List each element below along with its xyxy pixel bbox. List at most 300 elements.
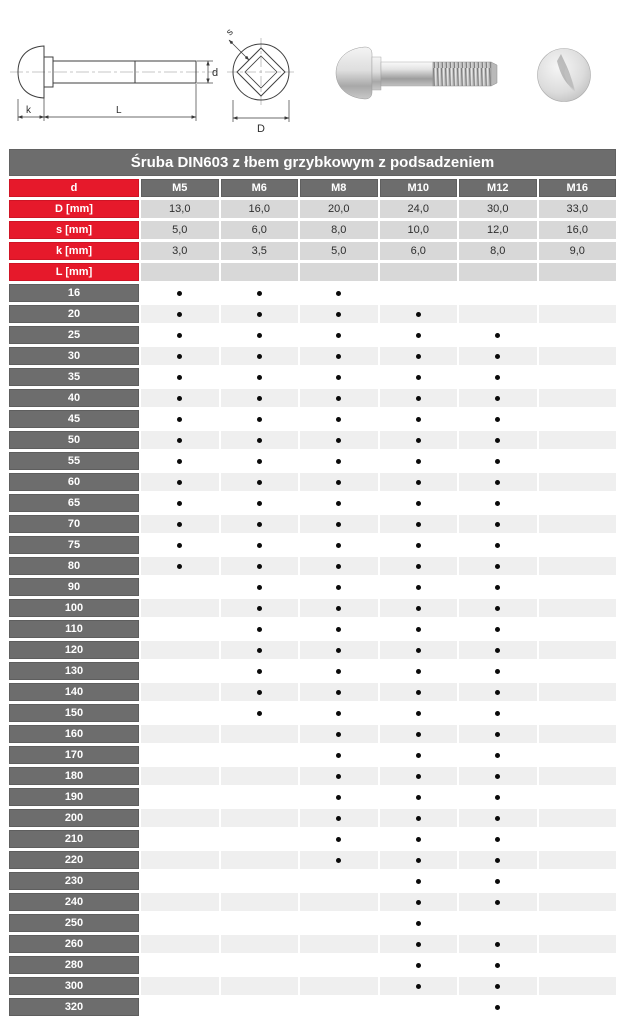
availability-cell bbox=[221, 599, 299, 617]
length-row-label: 60 bbox=[9, 473, 139, 491]
availability-dot bbox=[495, 732, 500, 737]
length-row-label: 180 bbox=[9, 767, 139, 785]
availability-cell bbox=[380, 788, 458, 806]
length-row-label: 160 bbox=[9, 725, 139, 743]
availability-cell bbox=[459, 683, 537, 701]
availability-dot bbox=[416, 921, 421, 926]
spec-table bbox=[7, 146, 618, 1019]
spec-value-cell: 16,0 bbox=[221, 200, 299, 218]
availability-cell bbox=[141, 830, 219, 848]
availability-cell bbox=[300, 851, 378, 869]
availability-cell bbox=[300, 809, 378, 827]
length-row bbox=[9, 536, 616, 554]
availability-cell bbox=[141, 368, 219, 386]
availability-dot bbox=[416, 732, 421, 737]
availability-cell bbox=[539, 641, 617, 659]
availability-cell bbox=[459, 578, 537, 596]
availability-cell bbox=[221, 935, 299, 953]
length-row bbox=[9, 431, 616, 449]
length-row-label: 110 bbox=[9, 620, 139, 638]
availability-dot bbox=[495, 396, 500, 401]
availability-cell bbox=[300, 410, 378, 428]
availability-dot bbox=[416, 963, 421, 968]
availability-dot bbox=[257, 522, 262, 527]
availability-dot bbox=[495, 564, 500, 569]
availability-dot bbox=[257, 669, 262, 674]
availability-cell bbox=[300, 662, 378, 680]
availability-cell bbox=[539, 809, 617, 827]
availability-dot bbox=[495, 501, 500, 506]
availability-dot bbox=[336, 522, 341, 527]
spec-value-cell: 9,0 bbox=[539, 242, 617, 260]
length-row-label: 75 bbox=[9, 536, 139, 554]
availability-dot bbox=[416, 879, 421, 884]
availability-cell bbox=[380, 326, 458, 344]
availability-dot bbox=[257, 291, 262, 296]
availability-cell bbox=[380, 599, 458, 617]
length-row-label: 220 bbox=[9, 851, 139, 869]
availability-dot bbox=[257, 690, 262, 695]
spec-value-cell: 24,0 bbox=[380, 200, 458, 218]
spec-value-cell bbox=[459, 263, 537, 281]
length-row bbox=[9, 578, 616, 596]
availability-dot bbox=[336, 837, 341, 842]
availability-dot bbox=[416, 606, 421, 611]
availability-dot bbox=[416, 543, 421, 548]
availability-cell bbox=[141, 872, 219, 890]
availability-dot bbox=[336, 774, 341, 779]
availability-dot bbox=[336, 480, 341, 485]
length-row bbox=[9, 725, 616, 743]
availability-dot bbox=[257, 438, 262, 443]
length-row-label: 210 bbox=[9, 830, 139, 848]
length-row-label: 240 bbox=[9, 893, 139, 911]
availability-cell bbox=[141, 515, 219, 533]
length-row bbox=[9, 746, 616, 764]
availability-cell bbox=[221, 620, 299, 638]
availability-dot bbox=[177, 354, 182, 359]
availability-dot bbox=[177, 501, 182, 506]
label-d: d bbox=[212, 67, 219, 79]
availability-dot bbox=[257, 312, 262, 317]
length-row bbox=[9, 998, 616, 1016]
spec-value-cell: 6,0 bbox=[221, 221, 299, 239]
spec-value-cell bbox=[300, 263, 378, 281]
availability-cell bbox=[539, 347, 617, 365]
length-row-label: 100 bbox=[9, 599, 139, 617]
availability-cell bbox=[459, 536, 537, 554]
availability-cell bbox=[221, 284, 299, 302]
availability-dot bbox=[336, 690, 341, 695]
availability-cell bbox=[141, 326, 219, 344]
availability-dot bbox=[495, 354, 500, 359]
availability-cell bbox=[141, 557, 219, 575]
availability-dot bbox=[177, 291, 182, 296]
availability-cell bbox=[141, 536, 219, 554]
availability-cell bbox=[380, 620, 458, 638]
availability-cell bbox=[221, 788, 299, 806]
length-row bbox=[9, 914, 616, 932]
availability-cell bbox=[141, 767, 219, 785]
availability-cell bbox=[380, 494, 458, 512]
availability-cell bbox=[221, 326, 299, 344]
availability-dot bbox=[495, 942, 500, 947]
availability-cell bbox=[221, 998, 299, 1016]
availability-cell bbox=[539, 620, 617, 638]
availability-cell bbox=[459, 830, 537, 848]
availability-cell bbox=[141, 956, 219, 974]
availability-cell bbox=[459, 599, 537, 617]
availability-cell bbox=[539, 578, 617, 596]
availability-cell bbox=[459, 998, 537, 1016]
diameter-header: d bbox=[9, 179, 139, 197]
length-row-label: 35 bbox=[9, 368, 139, 386]
availability-cell bbox=[221, 347, 299, 365]
availability-dot bbox=[416, 627, 421, 632]
availability-dot bbox=[257, 543, 262, 548]
availability-dot bbox=[495, 522, 500, 527]
availability-cell bbox=[221, 473, 299, 491]
availability-dot bbox=[336, 627, 341, 632]
availability-cell bbox=[380, 305, 458, 323]
availability-cell bbox=[141, 746, 219, 764]
length-row bbox=[9, 494, 616, 512]
length-row-label: 170 bbox=[9, 746, 139, 764]
availability-cell bbox=[380, 410, 458, 428]
availability-cell bbox=[459, 977, 537, 995]
availability-cell bbox=[459, 788, 537, 806]
availability-cell bbox=[459, 305, 537, 323]
availability-cell bbox=[221, 851, 299, 869]
availability-dot bbox=[177, 564, 182, 569]
column-header-row bbox=[9, 179, 616, 197]
availability-dot bbox=[416, 648, 421, 653]
availability-dot bbox=[336, 459, 341, 464]
length-row bbox=[9, 452, 616, 470]
availability-cell bbox=[380, 683, 458, 701]
availability-cell bbox=[380, 956, 458, 974]
length-row bbox=[9, 935, 616, 953]
availability-dot bbox=[495, 900, 500, 905]
length-row-label: 140 bbox=[9, 683, 139, 701]
availability-cell bbox=[459, 326, 537, 344]
availability-dot bbox=[495, 753, 500, 758]
column-header: M8 bbox=[300, 179, 378, 197]
length-row bbox=[9, 956, 616, 974]
availability-dot bbox=[336, 816, 341, 821]
availability-cell bbox=[539, 473, 617, 491]
availability-cell bbox=[141, 851, 219, 869]
availability-dot bbox=[416, 816, 421, 821]
availability-cell bbox=[459, 620, 537, 638]
spec-value-cell: 12,0 bbox=[459, 221, 537, 239]
length-row-label: 130 bbox=[9, 662, 139, 680]
availability-cell bbox=[380, 809, 458, 827]
spec-row-label: s [mm] bbox=[9, 221, 139, 239]
length-row-label: 40 bbox=[9, 389, 139, 407]
availability-cell bbox=[141, 977, 219, 995]
availability-cell bbox=[539, 746, 617, 764]
availability-dot bbox=[495, 837, 500, 842]
availability-dot bbox=[495, 585, 500, 590]
availability-dot bbox=[495, 648, 500, 653]
availability-dot bbox=[495, 795, 500, 800]
spec-row bbox=[9, 263, 616, 281]
product-illustrations bbox=[0, 0, 625, 146]
availability-cell bbox=[459, 704, 537, 722]
availability-dot bbox=[336, 753, 341, 758]
availability-dot bbox=[336, 375, 341, 380]
availability-cell bbox=[221, 725, 299, 743]
spec-value-cell: 5,0 bbox=[300, 242, 378, 260]
availability-cell bbox=[300, 956, 378, 974]
length-row bbox=[9, 515, 616, 533]
availability-cell bbox=[380, 704, 458, 722]
availability-cell bbox=[141, 704, 219, 722]
availability-dot bbox=[495, 669, 500, 674]
availability-cell bbox=[380, 977, 458, 995]
length-row bbox=[9, 326, 616, 344]
availability-dot bbox=[257, 480, 262, 485]
length-row bbox=[9, 872, 616, 890]
availability-cell bbox=[141, 431, 219, 449]
availability-cell bbox=[539, 704, 617, 722]
availability-cell bbox=[459, 767, 537, 785]
length-row-label: 25 bbox=[9, 326, 139, 344]
column-header: M10 bbox=[380, 179, 458, 197]
availability-dot bbox=[336, 291, 341, 296]
availability-dot bbox=[416, 753, 421, 758]
availability-cell bbox=[539, 368, 617, 386]
availability-cell bbox=[300, 725, 378, 743]
availability-cell bbox=[300, 347, 378, 365]
spec-row bbox=[9, 221, 616, 239]
availability-cell bbox=[300, 578, 378, 596]
availability-cell bbox=[141, 914, 219, 932]
availability-cell bbox=[141, 305, 219, 323]
availability-dot bbox=[495, 774, 500, 779]
length-row bbox=[9, 620, 616, 638]
availability-dot bbox=[416, 501, 421, 506]
availability-cell bbox=[221, 977, 299, 995]
availability-dot bbox=[416, 711, 421, 716]
technical-drawing bbox=[0, 0, 322, 142]
availability-cell bbox=[459, 641, 537, 659]
availability-cell bbox=[380, 893, 458, 911]
availability-cell bbox=[221, 410, 299, 428]
availability-dot bbox=[416, 795, 421, 800]
availability-cell bbox=[300, 872, 378, 890]
availability-dot bbox=[495, 417, 500, 422]
availability-cell bbox=[221, 914, 299, 932]
spec-value-cell bbox=[539, 263, 617, 281]
availability-dot bbox=[257, 333, 262, 338]
availability-dot bbox=[336, 795, 341, 800]
availability-dot bbox=[416, 669, 421, 674]
availability-cell bbox=[539, 830, 617, 848]
length-row bbox=[9, 557, 616, 575]
availability-dot bbox=[336, 711, 341, 716]
availability-cell bbox=[459, 284, 537, 302]
availability-cell bbox=[141, 893, 219, 911]
availability-dot bbox=[495, 963, 500, 968]
availability-cell bbox=[380, 851, 458, 869]
availability-cell bbox=[300, 599, 378, 617]
availability-dot bbox=[495, 480, 500, 485]
availability-cell bbox=[380, 347, 458, 365]
length-row-label: 150 bbox=[9, 704, 139, 722]
availability-cell bbox=[459, 557, 537, 575]
availability-cell bbox=[221, 536, 299, 554]
availability-cell bbox=[300, 641, 378, 659]
availability-dot bbox=[177, 375, 182, 380]
availability-dot bbox=[416, 480, 421, 485]
length-row-label: 55 bbox=[9, 452, 139, 470]
availability-cell bbox=[459, 851, 537, 869]
length-row-label: 70 bbox=[9, 515, 139, 533]
availability-cell bbox=[221, 578, 299, 596]
dimension-s bbox=[229, 40, 249, 60]
availability-dot bbox=[336, 585, 341, 590]
availability-dot bbox=[416, 984, 421, 989]
availability-dot bbox=[416, 585, 421, 590]
length-row-label: 190 bbox=[9, 788, 139, 806]
availability-dot bbox=[177, 333, 182, 338]
availability-cell bbox=[539, 767, 617, 785]
availability-cell bbox=[141, 725, 219, 743]
availability-dot bbox=[177, 459, 182, 464]
availability-cell bbox=[300, 389, 378, 407]
availability-cell bbox=[141, 452, 219, 470]
availability-dot bbox=[495, 438, 500, 443]
length-row-label: 65 bbox=[9, 494, 139, 512]
availability-dot bbox=[495, 606, 500, 611]
availability-cell bbox=[300, 683, 378, 701]
label-s: s bbox=[224, 26, 236, 39]
availability-dot bbox=[177, 438, 182, 443]
availability-cell bbox=[300, 620, 378, 638]
length-row bbox=[9, 347, 616, 365]
availability-cell bbox=[141, 788, 219, 806]
availability-cell bbox=[221, 431, 299, 449]
availability-dot bbox=[416, 312, 421, 317]
availability-cell bbox=[380, 830, 458, 848]
availability-cell bbox=[539, 557, 617, 575]
availability-cell bbox=[141, 494, 219, 512]
availability-cell bbox=[221, 767, 299, 785]
availability-cell bbox=[539, 956, 617, 974]
availability-cell bbox=[459, 893, 537, 911]
availability-cell bbox=[459, 368, 537, 386]
availability-cell bbox=[380, 725, 458, 743]
availability-cell bbox=[380, 536, 458, 554]
availability-cell bbox=[300, 914, 378, 932]
availability-dot bbox=[416, 438, 421, 443]
availability-cell bbox=[539, 851, 617, 869]
availability-dot bbox=[416, 417, 421, 422]
availability-dot bbox=[336, 543, 341, 548]
availability-cell bbox=[459, 347, 537, 365]
length-row-label: 50 bbox=[9, 431, 139, 449]
length-row-label: 16 bbox=[9, 284, 139, 302]
availability-cell bbox=[300, 431, 378, 449]
availability-cell bbox=[300, 830, 378, 848]
availability-cell bbox=[459, 956, 537, 974]
availability-cell bbox=[380, 998, 458, 1016]
availability-cell bbox=[539, 494, 617, 512]
availability-cell bbox=[380, 368, 458, 386]
availability-dot bbox=[336, 564, 341, 569]
availability-cell bbox=[459, 935, 537, 953]
availability-cell bbox=[300, 788, 378, 806]
length-row bbox=[9, 368, 616, 386]
availability-cell bbox=[221, 872, 299, 890]
availability-cell bbox=[459, 389, 537, 407]
availability-cell bbox=[380, 662, 458, 680]
availability-cell bbox=[300, 536, 378, 554]
length-row bbox=[9, 767, 616, 785]
column-header: M16 bbox=[539, 179, 617, 197]
availability-dot bbox=[495, 711, 500, 716]
availability-dot bbox=[336, 858, 341, 863]
spec-row-label: k [mm] bbox=[9, 242, 139, 260]
availability-dot bbox=[336, 648, 341, 653]
bolt-head-photo bbox=[536, 47, 592, 103]
availability-dot bbox=[495, 984, 500, 989]
availability-dot bbox=[416, 522, 421, 527]
availability-cell bbox=[539, 914, 617, 932]
availability-cell bbox=[300, 305, 378, 323]
availability-dot bbox=[495, 543, 500, 548]
availability-dot bbox=[416, 837, 421, 842]
availability-cell bbox=[300, 326, 378, 344]
bolt-photo bbox=[332, 44, 502, 106]
column-header: M6 bbox=[221, 179, 299, 197]
spec-value-cell: 33,0 bbox=[539, 200, 617, 218]
availability-cell bbox=[539, 998, 617, 1016]
dimension-kL bbox=[18, 84, 196, 121]
label-D: D bbox=[257, 123, 265, 135]
spec-row-label: D [mm] bbox=[9, 200, 139, 218]
length-row-label: 230 bbox=[9, 872, 139, 890]
availability-dot bbox=[416, 459, 421, 464]
availability-dot bbox=[177, 480, 182, 485]
availability-dot bbox=[336, 669, 341, 674]
availability-dot bbox=[416, 690, 421, 695]
length-row-label: 30 bbox=[9, 347, 139, 365]
availability-cell bbox=[539, 725, 617, 743]
column-header: M12 bbox=[459, 179, 537, 197]
availability-dot bbox=[257, 585, 262, 590]
availability-dot bbox=[416, 396, 421, 401]
availability-cell bbox=[300, 935, 378, 953]
availability-cell bbox=[539, 683, 617, 701]
spec-value-cell bbox=[141, 263, 219, 281]
availability-dot bbox=[416, 858, 421, 863]
availability-dot bbox=[257, 648, 262, 653]
availability-cell bbox=[539, 872, 617, 890]
availability-cell bbox=[380, 473, 458, 491]
availability-cell bbox=[300, 893, 378, 911]
availability-dot bbox=[495, 879, 500, 884]
availability-cell bbox=[380, 746, 458, 764]
length-row-label: 45 bbox=[9, 410, 139, 428]
availability-cell bbox=[141, 683, 219, 701]
availability-cell bbox=[221, 683, 299, 701]
availability-cell bbox=[141, 809, 219, 827]
length-row bbox=[9, 830, 616, 848]
spec-value-cell: 13,0 bbox=[141, 200, 219, 218]
